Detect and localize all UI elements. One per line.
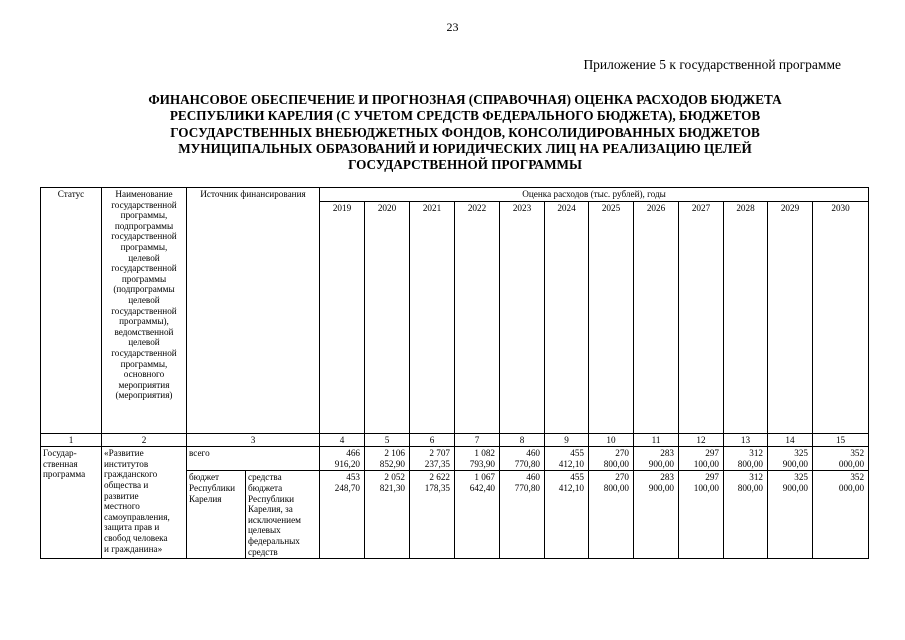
value-part: 900,00 <box>648 482 674 493</box>
value-part: 325 <box>794 448 808 459</box>
header-source: Источник финансирования <box>187 188 320 434</box>
value-part: 455 <box>570 448 584 459</box>
cell-line: государственной <box>111 231 177 242</box>
value-part: 000,00 <box>838 482 865 493</box>
value-part: 178,35 <box>424 482 450 493</box>
header-year: 2020 <box>365 201 410 433</box>
value-part: 2 622 <box>429 472 450 483</box>
column-number: 4 <box>320 433 365 447</box>
cell-line: федеральных <box>248 535 300 546</box>
value-part: 1 067 <box>474 472 495 483</box>
value-part: 283 <box>660 448 674 459</box>
cell-line: программы), <box>119 316 169 327</box>
cell-line: программы, <box>120 241 168 252</box>
column-number: 6 <box>410 433 455 447</box>
column-number: 5 <box>365 433 410 447</box>
value-part: 312 <box>749 448 763 459</box>
value-part: 800,00 <box>603 458 629 469</box>
title-line: ГОСУДАРСТВЕННОЙ ПРОГРАММЫ <box>348 157 582 173</box>
financing-table <box>40 187 869 559</box>
cell-line: самоуправления, <box>104 511 170 522</box>
value-part: 297 <box>705 472 719 483</box>
header-year: 2023 <box>500 201 545 433</box>
value-part: 248,70 <box>334 482 360 493</box>
value-part: 821,30 <box>379 482 405 493</box>
value-cell <box>768 471 813 559</box>
value-cell <box>455 447 500 471</box>
cell-line: исключением <box>248 514 301 525</box>
value-part: 412,10 <box>558 458 584 469</box>
value-part: 412,10 <box>558 482 584 493</box>
header-estimate: Оценка расходов (тыс. рублей), годы <box>320 188 869 202</box>
value-part: 466 <box>346 448 360 459</box>
page-number: 23 <box>446 20 459 34</box>
value-cell <box>500 471 545 559</box>
cell-line: государственной <box>111 305 177 316</box>
cell-line: ведомственной <box>114 326 174 337</box>
source-total: всего <box>187 447 320 471</box>
cell-line: защита прав и <box>104 522 160 533</box>
value-cell <box>679 471 724 559</box>
value-part: 800,00 <box>737 482 763 493</box>
value-part: 642,40 <box>469 482 495 493</box>
cell-line: местного <box>104 501 140 512</box>
value-cell <box>365 471 410 559</box>
value-part: 2 707 <box>429 448 450 459</box>
header-row <box>41 188 869 202</box>
title-line: МУНИЦИПАЛЬНЫХ ОБРАЗОВАНИЙ И ЮРИДИЧЕСКИХ ЛИЦ НА РЕАЛИЗАЦИЮ ЦЕЛЕЙ <box>178 140 752 156</box>
value-part: 453 <box>346 472 360 483</box>
appendix-caption: Приложение 5 к государственной программе <box>583 57 841 72</box>
value-cell <box>589 471 634 559</box>
value-part: 297 <box>705 448 719 459</box>
cell-line: Республики <box>189 482 236 493</box>
header-year: 2028 <box>724 201 768 433</box>
header-year: 2022 <box>455 201 500 433</box>
header-status: Статус <box>41 188 102 434</box>
cell-line: основного <box>123 369 165 380</box>
cell-line: (подпрограммы <box>113 284 175 295</box>
header-year: 2027 <box>679 201 724 433</box>
value-part: 900,00 <box>782 458 808 469</box>
value-part: 852,90 <box>379 458 405 469</box>
value-part: 352 <box>850 448 865 459</box>
cell-line: средств <box>248 546 278 557</box>
value-part: 100,00 <box>693 458 719 469</box>
source-budget <box>187 471 246 559</box>
cell-line: государственной <box>111 199 177 210</box>
cell-line: программы, <box>120 210 168 221</box>
total-row <box>41 447 869 471</box>
header-year: 2030 <box>813 201 869 433</box>
value-part: 237,35 <box>424 458 450 469</box>
cell-line: государственной <box>111 347 177 358</box>
header-year: 2029 <box>768 201 813 433</box>
header-year: 2019 <box>320 201 365 433</box>
column-number: 13 <box>724 433 768 447</box>
header-name <box>102 188 187 434</box>
value-part: 460 <box>526 448 540 459</box>
value-cell <box>813 471 869 559</box>
cell-line: общества и <box>104 479 149 490</box>
header-year: 2025 <box>589 201 634 433</box>
value-part: 800,00 <box>603 482 629 493</box>
column-number: 12 <box>679 433 724 447</box>
cell-line: целевых <box>248 525 281 536</box>
value-part: 100,00 <box>693 482 719 493</box>
value-part: 325 <box>794 472 808 483</box>
value-part: 270 <box>615 472 629 483</box>
cell-line: целевой <box>128 294 160 305</box>
cell-line: гражданского <box>104 469 158 480</box>
column-number: 3 <box>187 433 320 447</box>
value-cell <box>589 447 634 471</box>
header-year: 2021 <box>410 201 455 433</box>
value-part: 312 <box>749 472 763 483</box>
cell-line: Карелия <box>189 493 222 504</box>
column-number: 10 <box>589 433 634 447</box>
cell-line: целевой <box>128 252 160 263</box>
cell-line: свобод человека <box>104 532 168 543</box>
cell-line: средства <box>248 472 282 483</box>
cell-line: Государ- <box>43 448 77 459</box>
value-part: 460 <box>526 472 540 483</box>
title-line: РЕСПУБЛИКИ КАРЕЛИЯ (С УЧЕТОМ СРЕДСТВ ФЕДЕРАЛЬНОГО БЮДЖЕТА), БЮДЖЕТОВ <box>169 108 761 124</box>
value-cell <box>724 471 768 559</box>
value-cell <box>320 447 365 471</box>
cell-line: программы, <box>120 358 168 369</box>
value-cell <box>768 447 813 471</box>
value-cell <box>545 471 589 559</box>
cell-line: (мероприятия) <box>115 390 173 401</box>
cell-line: и гражданина» <box>104 543 163 554</box>
value-part: 2 106 <box>384 448 405 459</box>
value-part: 2 052 <box>384 472 405 483</box>
title-line: ФИНАНСОВОЕ ОБЕСПЕЧЕНИЕ И ПРОГНОЗНАЯ (СПРАВОЧНАЯ) ОЦЕНКА РАСХОДОВ БЮДЖЕТА <box>148 92 782 107</box>
value-part: 455 <box>570 472 584 483</box>
value-cell <box>365 447 410 471</box>
value-part: 000,00 <box>838 458 865 469</box>
value-part: 800,00 <box>737 458 763 469</box>
cell-line: бюджета <box>248 482 283 493</box>
value-cell <box>634 447 679 471</box>
cell-line: ственная <box>43 458 78 469</box>
cell-line: мероприятия <box>118 379 170 390</box>
cell-line: целевой <box>128 337 160 348</box>
value-part: 916,20 <box>334 458 360 469</box>
column-number: 11 <box>634 433 679 447</box>
header-year: 2026 <box>634 201 679 433</box>
value-part: 770,80 <box>514 458 540 469</box>
value-cell <box>634 471 679 559</box>
value-cell <box>545 447 589 471</box>
numbering-row <box>41 433 869 447</box>
column-number: 7 <box>455 433 500 447</box>
column-number: 15 <box>813 433 869 447</box>
value-part: 770,80 <box>514 482 540 493</box>
value-cell <box>813 447 869 471</box>
title-line: ГОСУДАРСТВЕННЫХ ВНЕБЮДЖЕТНЫХ ФОНДОВ, КОНСОЛИДИРОВАННЫХ БЮДЖЕТОВ <box>170 124 760 140</box>
value-part: 900,00 <box>782 482 808 493</box>
value-cell <box>455 471 500 559</box>
value-cell <box>410 447 455 471</box>
program-status <box>41 447 102 559</box>
column-number: 1 <box>41 433 102 447</box>
value-part: 270 <box>615 448 629 459</box>
header-year: 2024 <box>545 201 589 433</box>
cell-line: бюджет <box>189 472 220 483</box>
cell-line: институтов <box>104 458 149 469</box>
value-cell <box>410 471 455 559</box>
cell-line: развитие <box>104 490 139 501</box>
cell-line: Республики <box>248 493 295 504</box>
cell-line: «Развитие <box>104 448 144 459</box>
cell-line: Наименование <box>115 189 173 199</box>
column-number: 14 <box>768 433 813 447</box>
cell-line: государственной <box>111 263 177 274</box>
value-part: 283 <box>660 472 674 483</box>
value-part: 1 082 <box>474 448 495 459</box>
column-number: 9 <box>545 433 589 447</box>
column-number: 8 <box>500 433 545 447</box>
cell-line: подпрограммы <box>114 220 174 231</box>
source-budget-detail <box>246 471 320 559</box>
cell-line: программы <box>121 273 167 284</box>
value-cell <box>320 471 365 559</box>
value-cell <box>724 447 768 471</box>
cell-line: Карелия, за <box>248 504 293 515</box>
cell-line: программа <box>43 469 86 480</box>
value-part: 352 <box>850 472 865 483</box>
value-part: 900,00 <box>648 458 674 469</box>
program-name <box>102 447 187 559</box>
value-cell <box>679 447 724 471</box>
value-cell <box>500 447 545 471</box>
document-title <box>80 92 850 173</box>
column-number: 2 <box>102 433 187 447</box>
value-part: 793,90 <box>469 458 495 469</box>
